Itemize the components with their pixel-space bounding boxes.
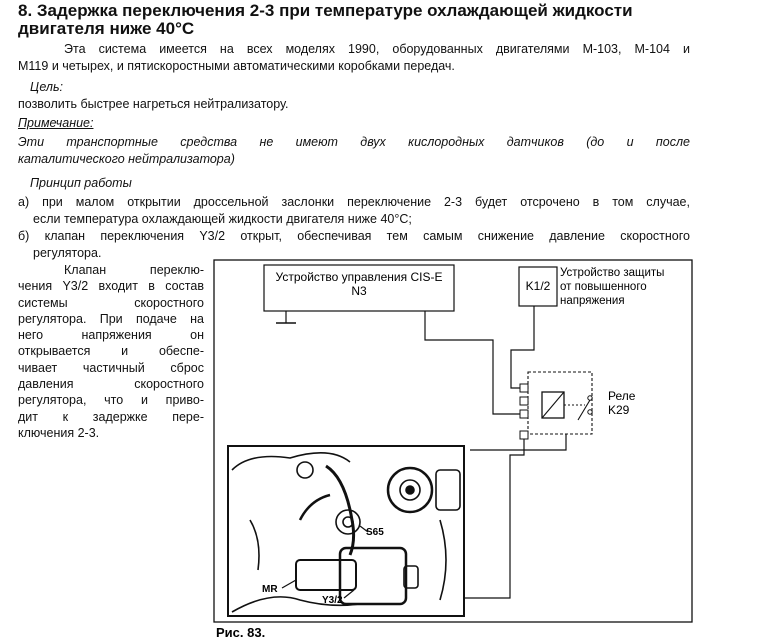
- pulley-center: [406, 486, 414, 494]
- note-label: Примечание:: [18, 116, 94, 130]
- side-line: чивает частичный сброс: [18, 360, 204, 375]
- heading-line-2: двигателя ниже 40°C: [18, 19, 195, 38]
- side-line: регулятора, что и приво-: [18, 393, 204, 408]
- protection-label-1: Устройство защиты: [560, 267, 665, 279]
- principle-a-line-2: если температура охлаждающей жидкости двигателя ниже 40°C;: [33, 212, 412, 226]
- side-line: ключения 2-3.: [18, 425, 100, 440]
- figure-caption: Рис. 83.: [216, 625, 266, 640]
- protection-label-3: напряжения: [560, 295, 625, 307]
- heading-line-1: 8. Задержка переключения 2-3 при температуре охлаждающей жидкости: [18, 1, 633, 20]
- s65-label: S65: [366, 527, 384, 538]
- intro-line-1: Эта система имеется на всех моделях 1990, оборудованных двигателями М-103, М-104 и: [64, 42, 690, 56]
- note-line-2: каталитического нейтрализатора): [18, 152, 235, 166]
- control-unit-label-2: N3: [351, 284, 367, 298]
- side-line: него напряжения он: [18, 328, 204, 343]
- wire-control-to-relay: [425, 311, 522, 414]
- k12-label: K1/2: [525, 279, 551, 293]
- wire-relay-to-sensor: [470, 434, 566, 450]
- principle-label: Принцип работы: [30, 176, 132, 190]
- relay-terminal: [520, 384, 528, 392]
- side-line: давления скоростного: [18, 377, 204, 392]
- relay-terminal: [520, 397, 528, 405]
- principle-b-line-1: б) клапан переключения Y3/2 открыт, обеспечивая тем самым снижение давление скоростного: [18, 229, 690, 243]
- principle-a-line-1: а) при малом открытии дроссельной заслонки переключение 2-3 будет отсрочено в том случае,: [18, 195, 690, 209]
- control-unit-label-1: Устройство управления CIS-E: [275, 270, 443, 284]
- side-line: открывается и обеспе-: [18, 344, 204, 359]
- protection-label-2: от повышенного: [560, 281, 647, 293]
- principle-b-line-2: регулятора.: [33, 246, 102, 260]
- goal-text: позволить быстрее нагреться нейтрализатору.: [18, 97, 289, 111]
- side-line: регулятора. При подаче на: [18, 311, 204, 326]
- side-line: чения Y3/2 входит в состав: [18, 279, 204, 294]
- note-line-1: Эти транспортные средства не имеют двух кислородных датчиков (до и после: [18, 135, 690, 149]
- side-line: дит к задержке пере-: [18, 409, 204, 424]
- goal-label: Цель:: [30, 80, 63, 94]
- relay-terminal: [520, 410, 528, 418]
- mr-label: MR: [262, 584, 278, 595]
- relay-label-2: K29: [608, 403, 630, 417]
- side-line: системы скоростного: [18, 295, 204, 310]
- relay-label-1: Реле: [608, 389, 636, 403]
- relay-terminal: [520, 431, 528, 439]
- y32-label: Y3/2: [322, 595, 343, 606]
- intro-line-2: М119 и четырех, и пятискоростными автоматическими коробками передач.: [18, 59, 455, 73]
- side-line: Клапан переклю-: [64, 263, 204, 277]
